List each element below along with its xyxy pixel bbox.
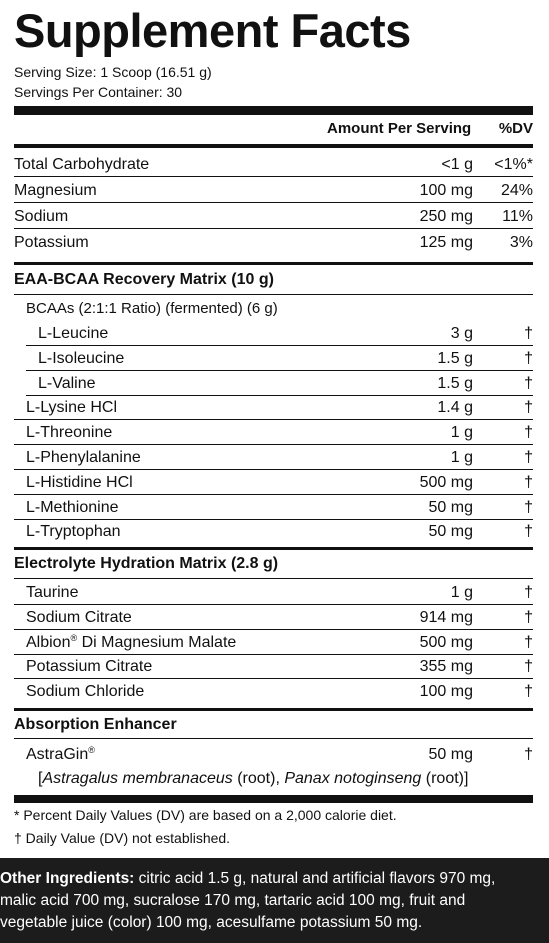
nutrient-amount: 1.5 g (437, 374, 473, 392)
nutrient-dv: † (524, 449, 533, 466)
electrolyte-section-title: Electrolyte Hydration Matrix (2.8 g) (14, 555, 279, 572)
nutrient-amount: 100 mg (419, 182, 473, 199)
bcaa-subhead: BCAAs (2:1:1 Ratio) (fermented) (6 g) (26, 300, 278, 317)
nutrient-dv: † (524, 746, 533, 763)
servings-per-container: Servings Per Container: 30 (14, 84, 183, 100)
dagger-footnote: † Daily Value (DV) not established. (14, 830, 231, 846)
eaa-section-title: EAA-BCAA Recovery Matrix (10 g) (14, 271, 274, 288)
nutrient-name: L-Phenylalanine (26, 449, 141, 466)
nutrient-amount: 355 mg (419, 658, 473, 676)
nutrient-name: L-Methionine (26, 498, 119, 516)
other-ingredients-box (0, 858, 549, 943)
row-divider (14, 294, 533, 295)
row-divider (14, 738, 533, 739)
nutrient-dv: † (524, 523, 533, 541)
nutrient-name: Taurine (26, 584, 79, 601)
dv-footnote: * Percent Daily Values (DV) are based on a 2,000 calorie diet. (14, 807, 397, 823)
section-divider (14, 262, 533, 265)
nutrient-amount: 250 mg (419, 208, 473, 225)
nutrient-dv: 3% (509, 234, 533, 251)
nutrient-dv: † (524, 424, 533, 442)
nutrient-amount: 914 mg (419, 608, 473, 626)
nutrient-name: L-Valine (38, 374, 96, 392)
nutrient-amount: 125 mg (419, 234, 473, 251)
serving-size: Serving Size: 1 Scoop (16.51 g) (14, 64, 212, 80)
nutrient-row (0, 580, 549, 605)
nutrient-dv: † (524, 633, 533, 651)
amount-header: Amount Per Serving (327, 120, 472, 137)
row-divider (14, 176, 533, 177)
nutrient-name: Total Carbohydrate (14, 156, 150, 173)
row-divider (14, 202, 533, 203)
nutrient-amount: 1 g (450, 449, 473, 466)
nutrient-name: L-Leucine (38, 325, 109, 342)
nutrient-amount: 1.4 g (437, 399, 473, 417)
nutrient-amount: 50 mg (428, 498, 473, 516)
bottom-thick-divider (14, 795, 533, 803)
dv-header: %DV (498, 120, 533, 137)
nutrient-name: Magnesium (14, 182, 97, 199)
nutrient-row (0, 230, 549, 255)
section-divider (14, 708, 533, 711)
astragin-source-note: [Astragalus membranaceus (root), Panax notoginseng (root)] (38, 770, 469, 787)
nutrient-name: Potassium Citrate (26, 658, 153, 676)
nutrient-dv: † (524, 498, 533, 516)
nutrient-amount: 500 mg (419, 633, 473, 651)
nutrient-row (0, 445, 549, 470)
absorption-section-title: Absorption Enhancer (14, 716, 177, 733)
nutrient-amount: 500 mg (419, 473, 473, 491)
nutrient-amount: <1 g (441, 156, 473, 173)
nutrient-row (0, 152, 549, 177)
nutrient-dv: † (524, 374, 533, 392)
nutrient-name: L-Tryptophan (26, 523, 121, 541)
nutrient-row (0, 495, 549, 520)
nutrient-name: Potassium (14, 234, 89, 251)
nutrient-row (0, 679, 549, 704)
thick-divider (14, 106, 533, 115)
nutrient-amount: 1.5 g (437, 349, 473, 367)
nutrient-dv: † (524, 683, 533, 701)
nutrient-dv: † (524, 608, 533, 626)
nutrient-dv: 24% (500, 182, 533, 199)
nutrient-dv: † (524, 473, 533, 491)
header-divider (14, 144, 533, 148)
nutrient-row (0, 630, 549, 655)
nutrient-name: L-Histidine HCl (26, 473, 133, 491)
nutrient-amount: 1 g (450, 584, 473, 601)
nutrient-dv: <1%* (494, 156, 533, 173)
nutrient-name: L-Lysine HCl (26, 399, 117, 417)
other-ingredients-text: Other Ingredients: citric acid 1.5 g, natural and artificial flavors 970 mg, malic acid 700 mg, sucralose 170 mg, tartaric acid 100 mg, fruit and vegetable juice (color) 100 mg, acesulfame potassium 50 mg. (0, 870, 496, 931)
nutrient-row (0, 346, 549, 371)
nutrient-row (0, 470, 549, 495)
nutrient-amount: 50 mg (428, 523, 473, 541)
nutrient-dv: † (524, 349, 533, 367)
nutrient-amount: 100 mg (419, 683, 473, 701)
nutrient-dv: † (524, 584, 533, 601)
nutrient-row (0, 371, 549, 396)
nutrient-dv: 11% (502, 208, 533, 225)
nutrient-amount: 3 g (450, 325, 473, 342)
nutrient-name: AstraGin® (26, 745, 95, 763)
nutrient-name: Sodium (14, 208, 69, 225)
nutrient-row (0, 519, 549, 544)
nutrient-name: Sodium Citrate (26, 608, 132, 626)
nutrient-amount: 50 mg (428, 746, 473, 763)
nutrient-name: Albion® Di Magnesium Malate (26, 632, 237, 651)
nutrient-row-astragin (0, 742, 549, 767)
nutrient-name: Sodium Chloride (26, 683, 145, 701)
nutrient-dv: † (524, 658, 533, 676)
panel-title: Supplement Facts (14, 4, 411, 57)
nutrient-row (0, 321, 549, 346)
row-divider (14, 228, 533, 229)
nutrient-row (0, 204, 549, 229)
row-divider (14, 578, 533, 579)
section-divider (14, 547, 533, 550)
nutrient-row (0, 395, 549, 420)
nutrient-name: L-Isoleucine (38, 349, 125, 367)
nutrient-dv: † (524, 399, 533, 417)
nutrient-name: L-Threonine (26, 424, 113, 442)
nutrient-amount: 1 g (450, 424, 473, 442)
nutrient-dv: † (524, 325, 533, 342)
nutrient-row (0, 420, 549, 445)
nutrient-row (0, 178, 549, 203)
other-ingredients-label: Other Ingredients: (0, 870, 135, 887)
nutrient-row (0, 605, 549, 630)
nutrient-row (0, 654, 549, 679)
